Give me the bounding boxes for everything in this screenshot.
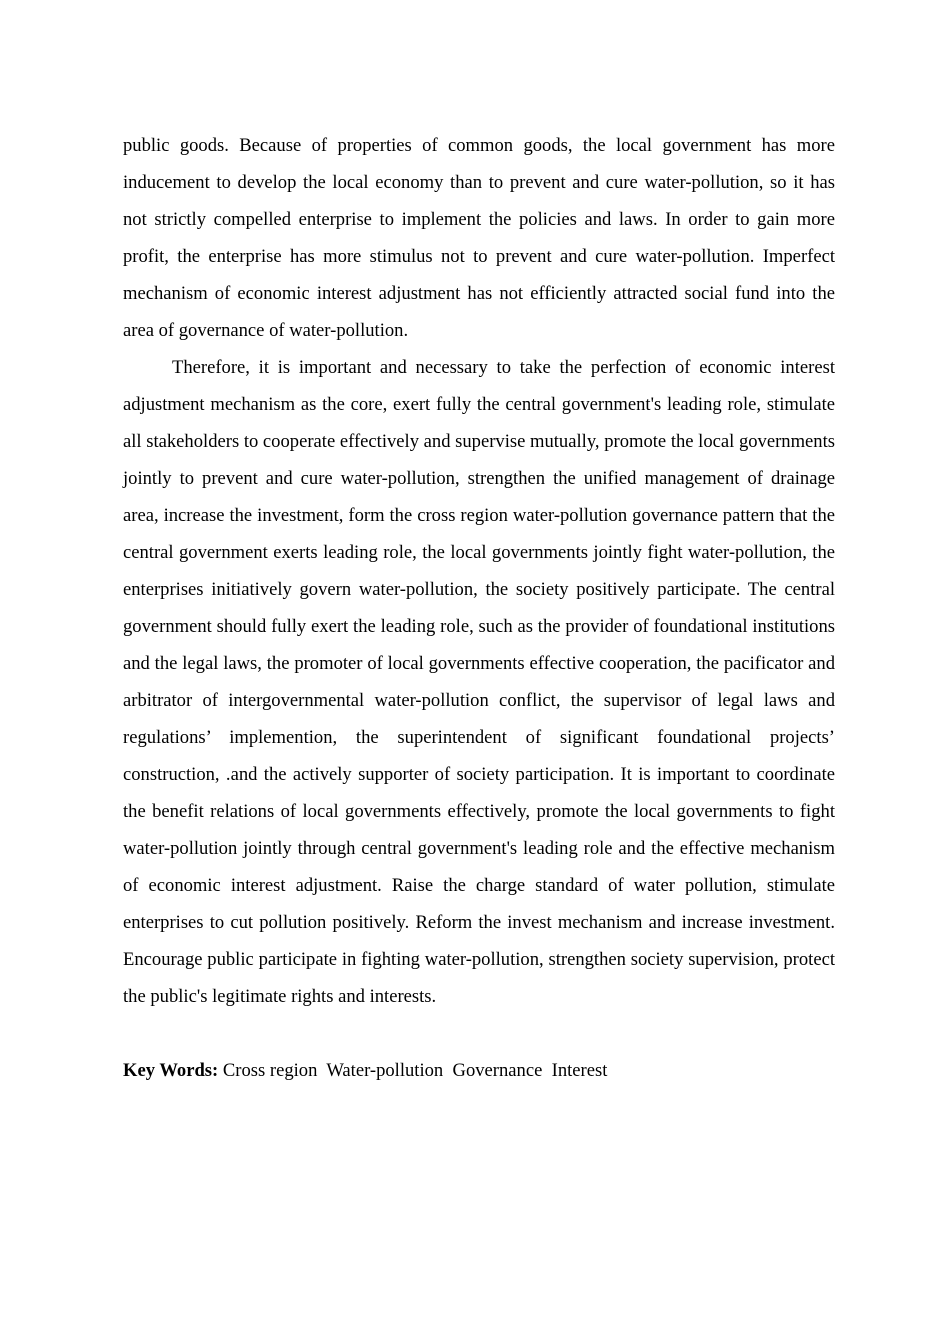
document-body — [123, 127, 835, 1089]
keywords-line — [123, 1052, 835, 1089]
paragraph-continuation: public goods. Because of properties of common goods, the local government has more inducement to develop the local economy than to prevent and cure water-pollution, so it has not strictly compelled enterprise to implement the policies and laws. In order to gain more profit, the enterprise has more stimulus not to prevent and cure water-pollution. Imperfect mechanism of economic interest adjustment has not efficiently attracted social fund into the area of governance of water-pollution. — [123, 135, 835, 341]
keywords-text: Cross region Water-pollution Governance Interest — [218, 1060, 608, 1081]
keywords-label: Key Words: — [123, 1060, 219, 1081]
paragraph-main: Therefore, it is important and necessary to take the perfection of economic interest adjustment mechanism as the core, exert fully the central government's leading role, stimulate all stakeholders to cooperate effectively and supervise mutually, promote the local governments jointly to prevent and cure water-pollution, strengthen the unified management of drainage area, increase the investment, form the cross region water-pollution governance pattern that the central government exerts leading role, the local governments jointly fight water-pollution, the enterprises initiatively govern water-pollution, the society positively participate. The central government should fully exert the leading role, such as the provider of foundational institutions and the legal laws, the promoter of local governments effective cooperation, the pacificator and arbitrator of intergovernmental water-pollution conflict, the supervisor of legal laws and regulations’ implemention, the superintendent of significant foundational projects’ construction, .and the actively supporter of society participation. It is important to coordinate the benefit relations of local governments effectively, promote the local governments to fight water-pollution jointly through central government's leading role and the effective mechanism of economic interest adjustment. Raise the charge standard of water pollution, stimulate enterprises to cut pollution positively. Reform the invest mechanism and increase investment. Encourage public participate in fighting water-pollution, strengthen society supervision, protect the public's legitimate rights and interests. — [123, 357, 836, 1007]
